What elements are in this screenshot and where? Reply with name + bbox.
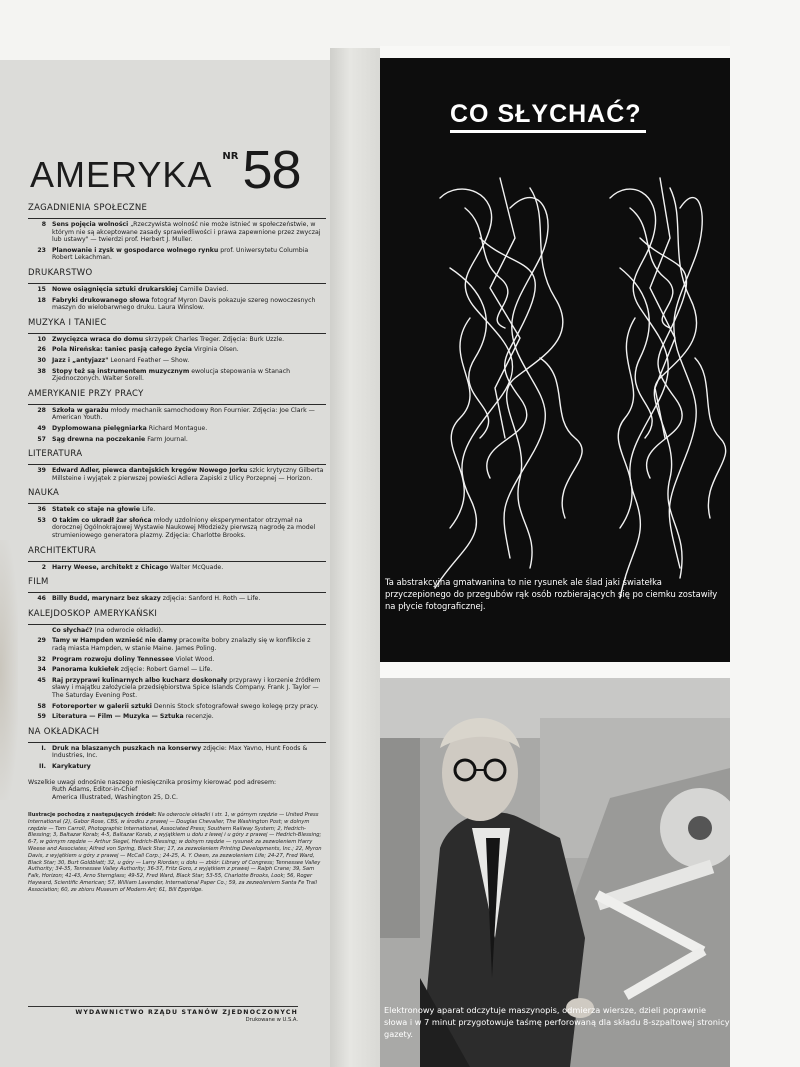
contact-intro: Wszelkie uwagi odnośnie naszego miesięcznika prosimy kierować pod adresem: (28, 778, 277, 786)
toc-entry-description: ewolucja stepowania w Stanach Zjednoczonych. Walter Sorell. (52, 367, 291, 383)
toc-entry-description: „Rzeczywista wolność nie może istnieć w społeczeństwie, w którym nie są akceptowane zasady sprawiedliwości i prawa zapewnione przez zwyczaj lub ustawy" — twierdzi prof. Herbert J. Muller. (52, 221, 321, 244)
toc-section (28, 203, 326, 262)
toc-entry-title: Szkoła w garażu (52, 406, 109, 414)
light-trace-photo (380, 58, 730, 662)
masthead (30, 126, 330, 200)
toc-entry (28, 247, 326, 262)
toc-entry-title: Karykatury (52, 762, 91, 770)
toc-entry-text (52, 595, 326, 603)
toc-entry-text (52, 506, 326, 514)
table-of-contents (28, 197, 326, 894)
toc-entry (28, 286, 326, 294)
toc-entry-text (52, 637, 326, 652)
section-banner: CO SŁYCHAĆ? (450, 100, 642, 128)
toc-entry-title: Fabryki drukowanego słowa (52, 296, 150, 304)
toc-page-number (28, 627, 52, 635)
toc-entry-description: młody uzdolniony eksperymentator otrzymał na dorocznej Ogólnokrajowej Wystawie Naukowej Młodzieży pierwszą nagrodę za model strumieniowego generatora plazmy. Zdjęcia: Charlotte Brooks. (52, 516, 316, 540)
toc-entry-description: fotograf Myron Davis pokazuje szereg nowoczesnych maszyn do wielobarwnego druku. Laura Winslow. (52, 296, 316, 312)
toc-section-heading: KALEJDOSKOP AMERYKAŃSKI (28, 608, 158, 619)
toc-section-heading: MUZYKA I TANIEC (28, 317, 107, 328)
toc-entry-description: recenzje. (183, 713, 214, 721)
toc-section (28, 318, 326, 383)
toc-section-heading: FILM (28, 577, 49, 588)
toc-entry (28, 637, 326, 652)
toc-section (28, 389, 326, 443)
toc-section (28, 488, 326, 539)
toc-entry-title: Zwycięzca wraca do domu (52, 335, 144, 343)
toc-entry-title: Billy Budd, marynarz bez skazy (52, 595, 161, 603)
toc-entry-title: Panorama kukiełek (52, 666, 119, 674)
toc-entry (28, 666, 326, 674)
toc-entry-text (52, 425, 326, 433)
caption-bottom: Elektronowy aparat odczytuje maszynopis, odmierza wiersze, dzieli poprawnie słowa i w 7 minut przygotowuje taśmę perforowaną dla składu 8-szpaltowej stronicy gazety. (384, 1005, 730, 1039)
toc-page-number: 49 (37, 424, 46, 432)
left-page (0, 60, 330, 1067)
toc-section-heading: NAUKA (28, 488, 60, 499)
toc-page-number: 10 (37, 335, 46, 343)
toc-entry-description: zdjęcie: Max Yavno, Hunt Foods & Industries, Inc. (52, 744, 308, 760)
toc-entry-text (52, 247, 326, 262)
page-edge-shade (0, 540, 18, 800)
background-right (730, 0, 800, 1067)
toc-entry-title: O takim co ukradł żar słońca (52, 516, 152, 524)
toc-entry (28, 595, 326, 603)
toc-entry-description: młody mechanik samochodowy Ron Fournier. Zdjęcia: Joe Clark — American Youth. (52, 406, 315, 422)
toc-page-number: 30 (37, 356, 46, 364)
toc-entry-title: Fotoreporter w galerii sztuki (52, 702, 152, 710)
toc-page-number: 57 (37, 435, 46, 443)
toc-entry (28, 357, 326, 365)
toc-section-heading: NA OKŁADKACH (28, 726, 100, 737)
publisher-line: WYDAWNICTWO RZĄDU STANÓW ZJEDNOCZONYCH (28, 1006, 298, 1016)
toc-entry-title: Sąg drewna na poczekanie (52, 435, 146, 443)
toc-entry-description: pracowite bobry znalazły się w konflikcie z radą miasta Hampden, w stanie Maine. James Poling. (52, 637, 311, 653)
toc-entry (28, 703, 326, 711)
section-rule (28, 503, 326, 504)
toc-page-number: 39 (37, 467, 46, 475)
toc-entry-description: (na odwrocie okładki). (92, 626, 163, 634)
toc-entry-title: Literatura — Film — Muzyka — Sztuka (52, 713, 184, 721)
toc-entry-text (52, 666, 326, 674)
toc-page-number: 18 (37, 296, 46, 304)
toc-page-number: 45 (37, 676, 46, 684)
toc-entry-description: Richard Montague. (146, 424, 208, 432)
toc-section-heading: ZAGADNIENIA SPOŁECZNE (28, 203, 148, 213)
toc-entry (28, 763, 326, 771)
toc-entry-text (52, 407, 326, 422)
toc-page-number: 34 (37, 666, 46, 674)
toc-section (28, 268, 326, 312)
toc-page-number: 38 (37, 367, 46, 375)
toc-entry-text (52, 368, 326, 383)
toc-entry-title: Druk na blaszanych puszkach na konserwy (52, 744, 202, 752)
toc-entry-text (52, 517, 326, 540)
toc-page-number: 23 (37, 246, 46, 254)
toc-entry (28, 564, 326, 572)
toc-entry (28, 467, 326, 482)
toc-entry-title: Tamy w Hampden wznieść nie damy (52, 637, 178, 645)
toc-entry (28, 656, 326, 664)
contact-block (28, 779, 326, 802)
toc-entry-title: Dyplomowana pielęgniarka (52, 424, 147, 432)
credits-text: Na odwrocie okładki i str. 1, w górnym rzędzie — United Press International (2), Gabor Rose, CBS, w środku z prawej — Douglas Chevalier, The Washington Post; w dolnym rzędzie — Tom Carroll, Photographic International, Associated Press; Southern Railway System; 2, Hedrich-Blessing; 3, Baltazar Korab; 4-5, Baltazar Korab, z wyjątkiem u dołu z lewej i u góry z prawej — Hedrich-Blessing; 6-7, w górnym rzędzie — Arthur Siegel, Hedrich-Blessing; w dolnym rzędzie — rysunek za zezwoleniem Harry Weese and Associates; Alfred von Spring, Black Star; 17, za zezwoleniem Printing Developments, Inc.; 22, Myron Davis, z wyjątkiem u góry z prawej — McCall Corp.; 24-25, A. Y. Owen, za zezwoleniem Life; 24-27, Fred Ward, Black Star; 30, Burt Goldblatt; 32, u góry — Larry Riordan; u dołu — zbiór: Library of Congress; Tennessee Valley Authority; 34-35, Tennessee Valley Authority; 36-37, Fritz Goro, z wyjątkiem z prawej — Ralph Crane; 39, Sam Falk, Horizon; 41-43, Arno Sternglass; 49-52, Fred Ward, Black Star; 53-55, Charlotte Brooks, Look; 56, Roger Hayward, Scientific American; 57, William Lavender, International Paper Co.; 59, za zezwoleniem Santa Fe Trail Association; 60, ze zbioru Museum of Modern Art; 61, Bill Eppridge. (28, 811, 322, 893)
toc-entry-description: Farm Journal. (145, 435, 188, 443)
toc-page-number: I. (41, 744, 46, 752)
printed-in: Drukowane w U.S.A. (245, 1017, 298, 1023)
toc-page-number: 58 (37, 702, 46, 710)
toc-entry (28, 436, 326, 444)
toc-entry-description: szkic krytyczny Gilberta Millsteine i wyjątek z pierwszej powieści Adlera Zapiski z Ulicy Porzepnej — Horizon. (52, 467, 324, 482)
magazine-title: AMERYKA (30, 154, 213, 195)
toc-entry-description: skrzypek Charles Treger. Zdjęcia: Burk Uzzle. (143, 335, 285, 343)
toc-entry (28, 221, 326, 244)
right-page (380, 46, 730, 1067)
toc-entry (28, 336, 326, 344)
toc-entry (28, 506, 326, 514)
toc-page-number: II. (39, 762, 46, 770)
toc-entry (28, 713, 326, 721)
toc-page-number: 8 (41, 221, 46, 228)
toc-section (28, 546, 326, 572)
toc-entry-description: Dennis Stock sfotografował swego kolegę przy pracy. (151, 702, 319, 710)
toc-page-number: 29 (37, 637, 46, 645)
toc-entry-text (52, 677, 326, 700)
toc-entry-title: Stopy też są instrumentem muzycznym (52, 367, 190, 375)
toc-entry-title: Nowe osiągnięcia sztuki drukarskiej (52, 285, 178, 293)
toc-entry (28, 517, 326, 540)
toc-entry-text (52, 357, 326, 365)
toc-entry-description: zdjęcie: Robert Gamel — Life. (118, 666, 213, 674)
toc-section (28, 577, 326, 603)
toc-entry-text (52, 745, 326, 760)
issue-number: 58 (242, 140, 301, 200)
toc-entry-text (52, 467, 326, 482)
toc-entry-description: Camille Davied. (177, 285, 229, 293)
toc-section (28, 449, 326, 482)
section-rule (28, 464, 326, 465)
toc-entry-title: Edward Adler, piewca dantejskich kręgów Nowego Jorku (52, 467, 248, 475)
toc-entry-text (52, 703, 326, 711)
toc-entry (28, 297, 326, 312)
toc-page-number: 36 (37, 506, 46, 514)
toc-entry-title: Jazz i „antyjazz" (52, 356, 109, 364)
toc-entry (28, 368, 326, 383)
gutter-shadow (330, 48, 380, 1067)
toc-entry-description: Life. (140, 506, 156, 514)
section-rule (28, 592, 326, 593)
section-rule (28, 333, 326, 334)
contact-name: Ruth Adams, Editor-in-Chief (52, 786, 138, 794)
toc-entry-title: Statek co staje na głowie (52, 506, 141, 514)
toc-entry-text (52, 286, 326, 294)
toc-entry-description: Violet Wood. (173, 655, 215, 663)
toc-entry-description: zdjęcia: Sanford H. Roth — Life. (160, 595, 261, 603)
section-rule (28, 283, 326, 284)
toc-entry-text (52, 656, 326, 664)
toc-entry-text (52, 763, 326, 771)
toc-page-number: 15 (37, 285, 46, 293)
toc-entry (28, 627, 326, 635)
toc-entry (28, 425, 326, 433)
credits-lead: Ilustracje pochodzą z następujących źródeł: (28, 811, 157, 818)
toc-entry-title: Harry Weese, architekt z Chicago (52, 563, 169, 571)
toc-page-number: 59 (37, 713, 46, 721)
section-rule (28, 624, 326, 625)
toc-entry-description: Virginia Olsen. (191, 346, 239, 354)
toc-entry-description: Walter McQuade. (168, 563, 224, 571)
toc-entry-title: Raj przyprawi kulinarnych albo kucharz doskonały (52, 676, 228, 684)
contact-org: America Illustrated, Washington 25, D.C. (52, 794, 178, 802)
toc-entry-title: Pola Nireńska: taniec pasją całego życia (52, 346, 192, 354)
toc-entry-text (52, 627, 326, 635)
toc-entry (28, 407, 326, 422)
toc-entry-text (52, 564, 326, 572)
toc-section-heading: LITERATURA (28, 449, 83, 460)
toc-entry-description: prof. Uniwersytetu Columbia Robert Lekachman. (52, 246, 309, 262)
toc-page-number: 53 (37, 516, 46, 524)
section-rule (28, 742, 326, 743)
toc-section (28, 609, 326, 721)
toc-page-number: 28 (37, 406, 46, 414)
toc-section-heading: DRUKARSTWO (28, 267, 93, 278)
toc-entry-description: Leonard Feather — Show. (108, 356, 190, 364)
toc-entry-text (52, 346, 326, 354)
section-rule (28, 218, 326, 219)
issue-nr-label: NR (222, 151, 239, 162)
toc-section-heading: ARCHITEKTURA (28, 545, 96, 556)
toc-page-number: 46 (37, 595, 46, 603)
toc-entry-description: przyprawy i korzenie źródłem sławy i majątku założyciela przedsiębiorstwa Spice Islands Company. Frank J. Taylor — The Saturday Evening Post. (52, 676, 321, 699)
toc-entry-text (52, 336, 326, 344)
toc-section-heading: AMERYKANIE PRZY PRACY (28, 388, 144, 399)
toc-page-number: 2 (41, 563, 46, 571)
toc-entry (28, 745, 326, 760)
light-trace-drawing (380, 58, 730, 662)
caption-top: Ta abstrakcyjna gmatwanina to nie rysunek ale ślad jaki światełka przyczepionego do przegubów rąk osób rozbierających się po ciemku zostawiły na płycie fotograficznej. (385, 577, 718, 611)
section-rule (28, 404, 326, 405)
toc-entry-title: Program rozwoju doliny Tennessee (52, 655, 174, 663)
toc-entry-text (52, 297, 326, 312)
toc-entry-title: Planowanie i zysk w gospodarce wolnego rynku (52, 246, 219, 254)
toc-entry-text (52, 713, 326, 721)
toc-entry (28, 677, 326, 700)
toc-entry-text (52, 221, 326, 244)
toc-entry-text (52, 436, 326, 444)
section-rule (28, 561, 326, 562)
toc-section (28, 727, 326, 771)
toc-entry-title: Co słychać? (52, 626, 93, 634)
photo-credits (28, 812, 326, 894)
toc-entry (28, 346, 326, 354)
toc-entry-title: Sens pojęcia wolności (52, 221, 129, 228)
toc-page-number: 26 (37, 346, 46, 354)
toc-page-number: 32 (37, 655, 46, 663)
